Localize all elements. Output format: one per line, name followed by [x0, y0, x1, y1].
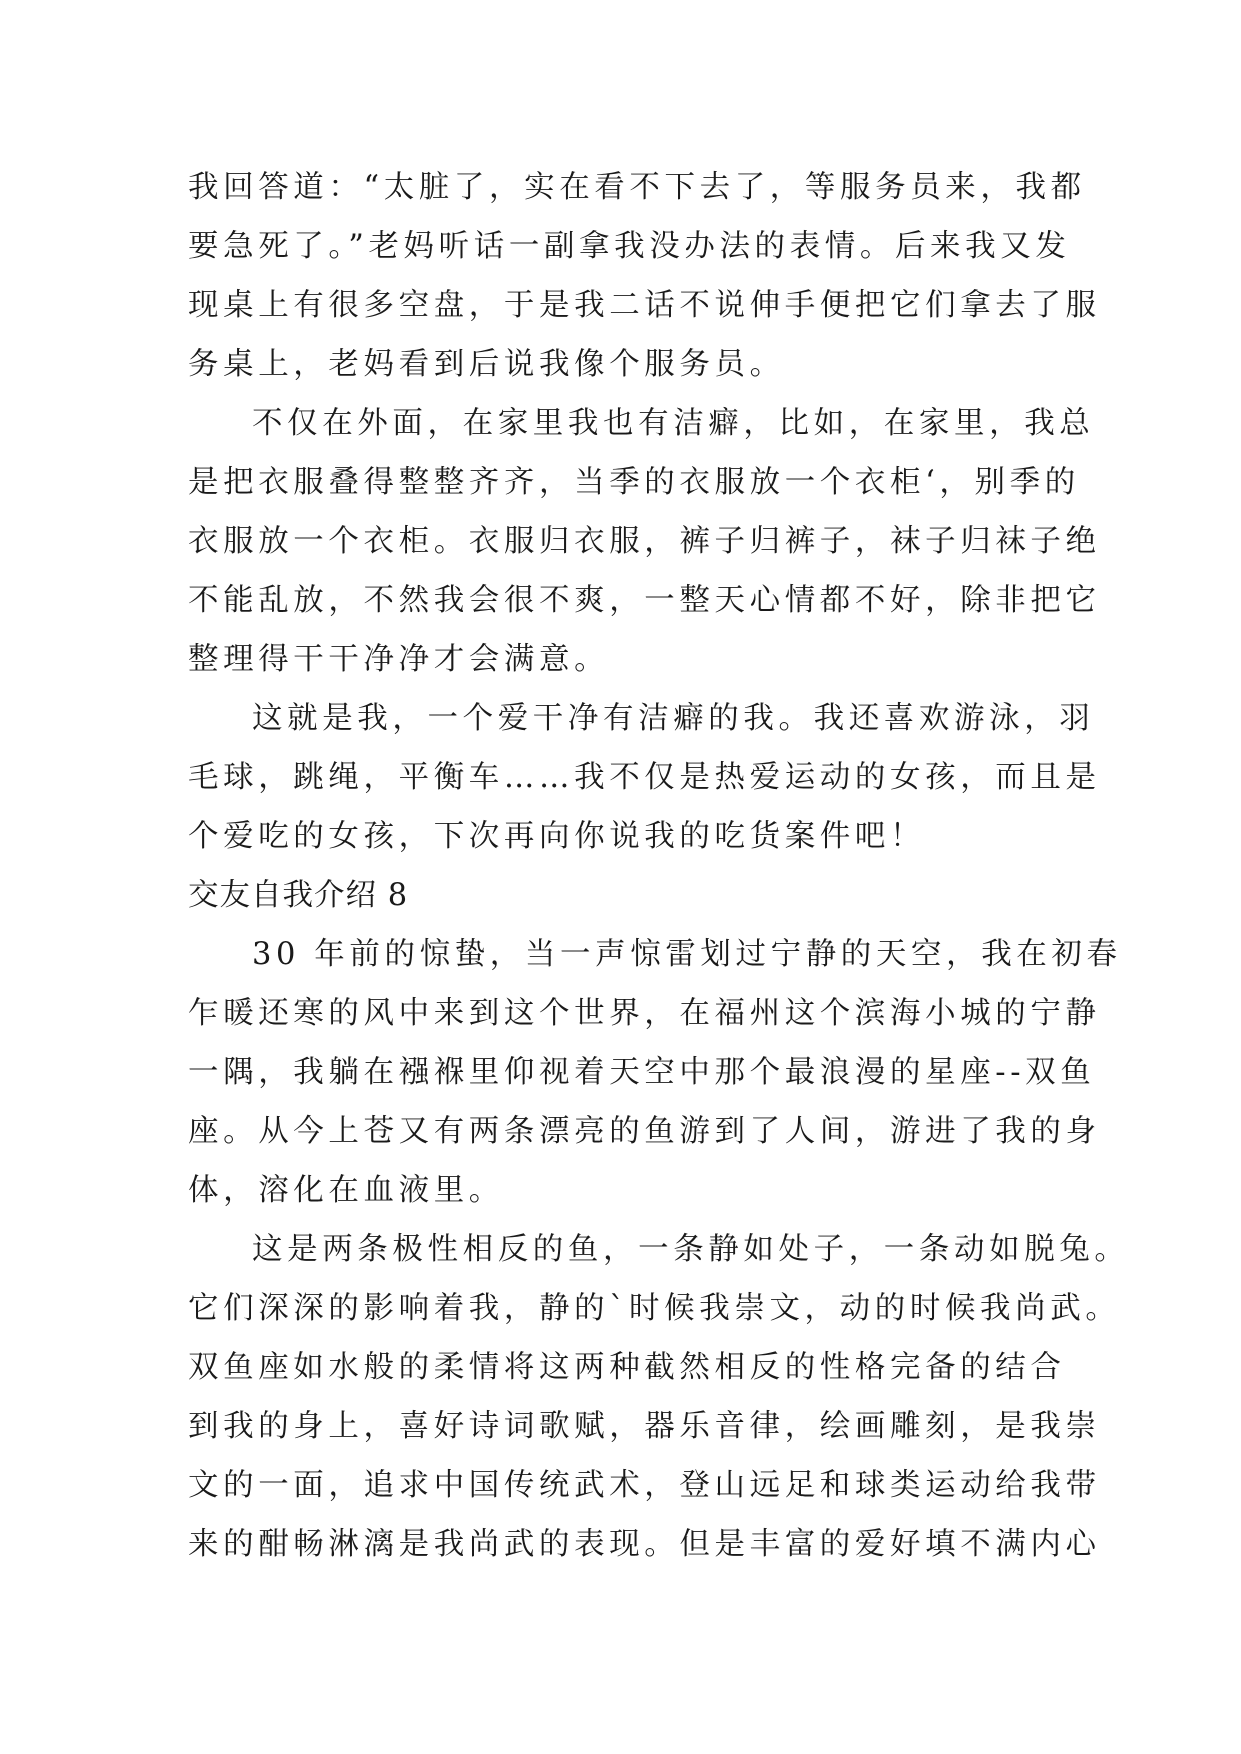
paragraph: [188, 925, 1122, 1220]
paragraph: [188, 158, 1101, 394]
text-line: 来的酣畅淋漓是我尚武的表现。但是丰富的爱好填不满内心: [188, 1527, 1101, 1562]
text-line: 毛球，跳绳，平衡车……我不仅是热爱运动的女孩，而且是: [188, 760, 1101, 795]
text-line: 这就是我，一个爱干净有洁癖的我。我还喜欢游泳，羽: [252, 701, 1095, 736]
text-line: 衣服放一个衣柜。衣服归衣服，裤子归裤子，袜子归袜子绝: [188, 524, 1101, 559]
text-line: 整理得干干净净才会满意。: [188, 642, 610, 677]
text-line: 到我的身上，喜好诗词歌赋，器乐音律，绘画雕刻，是我崇: [188, 1409, 1101, 1444]
text-line: 要急死了。”老妈听话一副拿我没办法的表情。后来我又发: [188, 229, 1071, 264]
section-heading: 交友自我介绍 8: [188, 878, 409, 913]
text-line: 体，溶化在血液里。: [188, 1173, 504, 1208]
text-line: 文的一面，追求中国传统武术，登山远足和球类运动给我带: [188, 1468, 1101, 1503]
text-line: 个爱吃的女孩，下次再向你说我的吃货案件吧！: [188, 819, 926, 854]
text-line: 务桌上，老妈看到后说我像个服务员。: [188, 347, 785, 382]
text-line: 现桌上有很多空盘，于是我二话不说伸手便把它们拿去了服: [188, 288, 1101, 323]
text-line: 一隅，我躺在襁褓里仰视着天空中那个最浪漫的星座--双鱼: [188, 1055, 1096, 1090]
paragraph: [188, 1220, 1130, 1574]
text-line: 不能乱放，不然我会很不爽，一整天心情都不好，除非把它: [188, 583, 1101, 618]
text-line: 这是两条极性相反的鱼，一条静如处子，一条动如脱兔。: [252, 1232, 1130, 1267]
text-line: 30 年前的惊蛰，当一声惊雷划过宁静的天空，我在初春: [252, 937, 1122, 972]
text-line: 是把衣服叠得整整齐齐，当季的衣服放一个衣柜‘，别季的: [188, 465, 1080, 500]
text-line: 它们深深的影响着我，静的`时候我崇文，动的时候我尚武。: [188, 1291, 1121, 1326]
text-line: 乍暖还寒的风中来到这个世界，在福州这个滨海小城的宁静: [188, 996, 1101, 1031]
text-line: 不仅在外面，在家里我也有洁癖，比如，在家里，我总: [252, 406, 1095, 441]
paragraph: [188, 394, 1101, 689]
text-line: 双鱼座如水般的柔情将这两种截然相反的性格完备的结合: [188, 1350, 1066, 1385]
text-line: 座。从今上苍又有两条漂亮的鱼游到了人间，游进了我的身: [188, 1114, 1101, 1149]
paragraph: [188, 689, 1101, 866]
document-page: [188, 158, 1130, 1574]
text-line: 我回答道：“太脏了，实在看不下去了，等服务员来，我都: [188, 170, 1086, 205]
